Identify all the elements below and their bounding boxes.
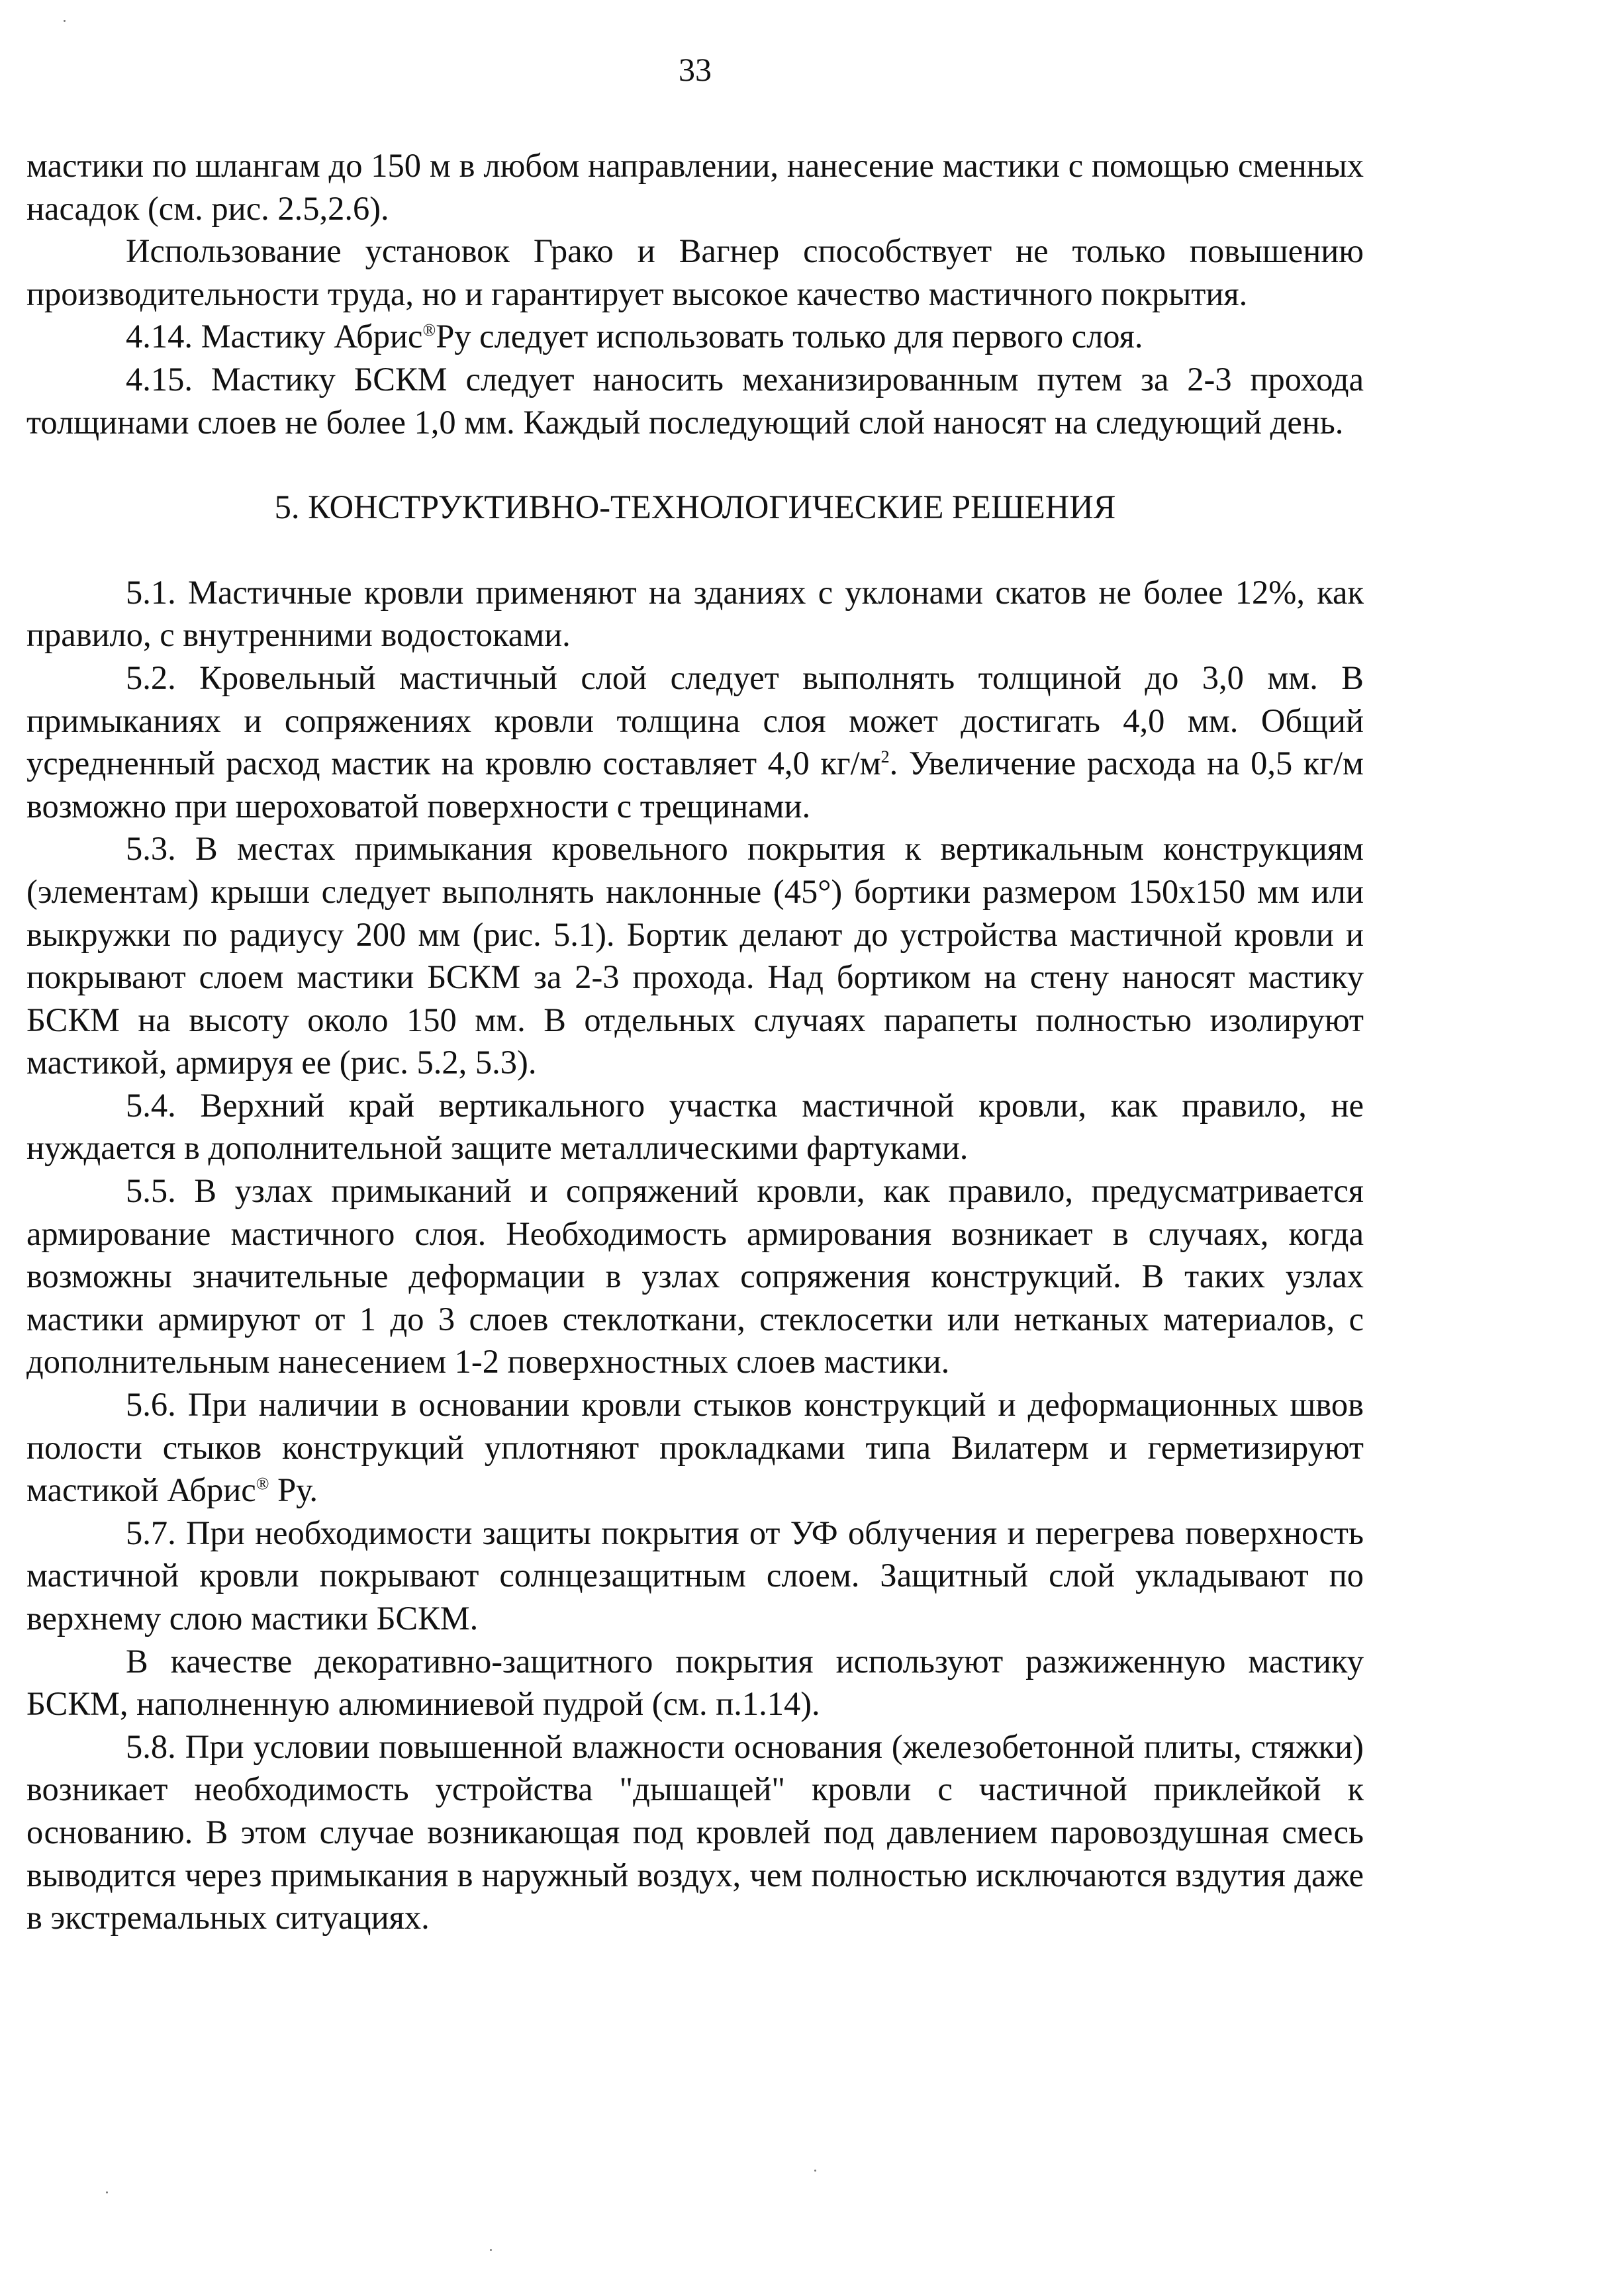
paragraph-5-4: 5.4. Верхний край вертикального участка мастичной кровли, как правило, не нуждается в дополнительной защите металлическими фартуками. bbox=[26, 1086, 1364, 1167]
scan-speck bbox=[490, 2249, 492, 2251]
paragraph-5-6-text-a: 5.6. При наличии в основании кровли стыков конструкций и деформационных швов полости стыков конструкций уплотняют прокладками типа Вилатерм и герметизируют мастикой Абрис bbox=[26, 1386, 1364, 1509]
scan-speck bbox=[106, 2191, 108, 2193]
paragraph-5-6 bbox=[26, 1383, 1364, 1512]
page-number: 33 bbox=[679, 51, 712, 88]
paragraph-5-8: 5.8. При условии повышенной влажности основания (железобетонной плиты, стяжки) возникает необходимость устройства "дышащей" кровли с частичной приклейкой к основанию. В этом случае возникающая под кровлей под давлением паровоздушная смесь выводится через примыкания в наружный воздух, чем полностью исключаются вздутия даже в экстремальных ситуациях. bbox=[26, 1727, 1364, 1937]
paragraph-5-6-text-b: Ру. bbox=[269, 1471, 318, 1509]
paragraph-4-14-text-b: Ру следует использовать только для первого слоя. bbox=[436, 318, 1143, 355]
paragraph-5-5: 5.5. В узлах примыканий и сопряжений кровли, как правило, предусматривается армирование мастичного слоя. Необходимость армирования возникает в случаях, когда возможны значительные деформации в узлах сопряжения конструкций. В таких узлах мастики армируют от 1 до 3 слоев стеклоткани, стеклосетки или нетканых материалов, с дополнительным нанесением 1-2 поверхностных слоев мастики. bbox=[26, 1172, 1364, 1381]
paragraph-5-1: 5.1. Мастичные кровли применяют на зданиях с уклонами скатов не более 12%, как правило, с внутренними водостоками. bbox=[26, 573, 1364, 654]
superscript-2: 2 bbox=[880, 747, 890, 767]
document-body bbox=[26, 144, 1364, 1939]
paragraph-continuation: мастики по шлангам до 150 м в любом направлении, нанесение мастики с помощью сменных насадок (см. рис. 2.5,2.6). bbox=[26, 147, 1364, 227]
paragraph-4-14-text-a: 4.14. Мастику Абрис bbox=[126, 318, 423, 355]
scan-speck bbox=[814, 2170, 816, 2172]
paragraph-5-2-text-a: 5.2. Кровельный мастичный слой следует выполнять толщиной до 3,0 мм. В примыканиях и сопряжениях кровли толщина слоя может достигать 4,0 мм. Общий усредненный расход мастик на кровлю составляет 4,0 кг/м bbox=[26, 659, 1364, 782]
paragraph-4-15: 4.15. Мастику БСКМ следует наносить механизированным путем за 2-3 прохода толщинами слоев не более 1,0 мм. Каждый последующий слой наносят на следующий день. bbox=[26, 360, 1364, 441]
registered-mark: ® bbox=[422, 320, 436, 340]
paragraph-5-7-continuation: В качестве декоративно-защитного покрытия используют разжиженную мастику БСКМ, наполненную алюминиевой пудрой (см. п.1.14). bbox=[26, 1642, 1364, 1723]
paragraph-5-2-text-b: . Увеличение расхода на 0,5 кг/м возможно при шероховатой поверхности с трещинами. bbox=[26, 745, 1364, 825]
paragraph-5-3: 5.3. В местах примыкания кровельного покрытия к вертикальным конструкциям (элементам) крыши следует выполнять наклонные (45°) бортики размером 150х150 мм или выкружки по радиусу 200 мм (рис. 5.1). Бортик делают до устройства мастичной кровли и покрывают слоем мастики БСКМ за 2-3 прохода. Над бортиком на стену наносят мастику БСКМ на высоту около 150 мм. В отдельных случаях парапеты полностью изолируют мастикой, армируя ее (рис. 5.2, 5.3). bbox=[26, 830, 1364, 1081]
paragraph-installations: Использование установок Грако и Вагнер способствует не только повышению производительности труда, но и гарантирует высокое качество мастичного покрытия. bbox=[26, 232, 1364, 312]
paragraph-4-14 bbox=[26, 315, 1364, 358]
section-heading: 5. КОНСТРУКТИВНО-ТЕХНОЛОГИЧЕСКИЕ РЕШЕНИЯ bbox=[274, 488, 1116, 526]
paragraph-5-2 bbox=[26, 657, 1364, 827]
paragraph-5-7: 5.7. При необходимости защиты покрытия от УФ облучения и перегрева поверхность мастичной кровли покрывают солнцезащитным слоем. Защитный слой укладывают по верхнему слою мастики БСКМ. bbox=[26, 1514, 1364, 1637]
registered-mark: ® bbox=[256, 1474, 269, 1494]
scan-speck bbox=[64, 20, 66, 22]
